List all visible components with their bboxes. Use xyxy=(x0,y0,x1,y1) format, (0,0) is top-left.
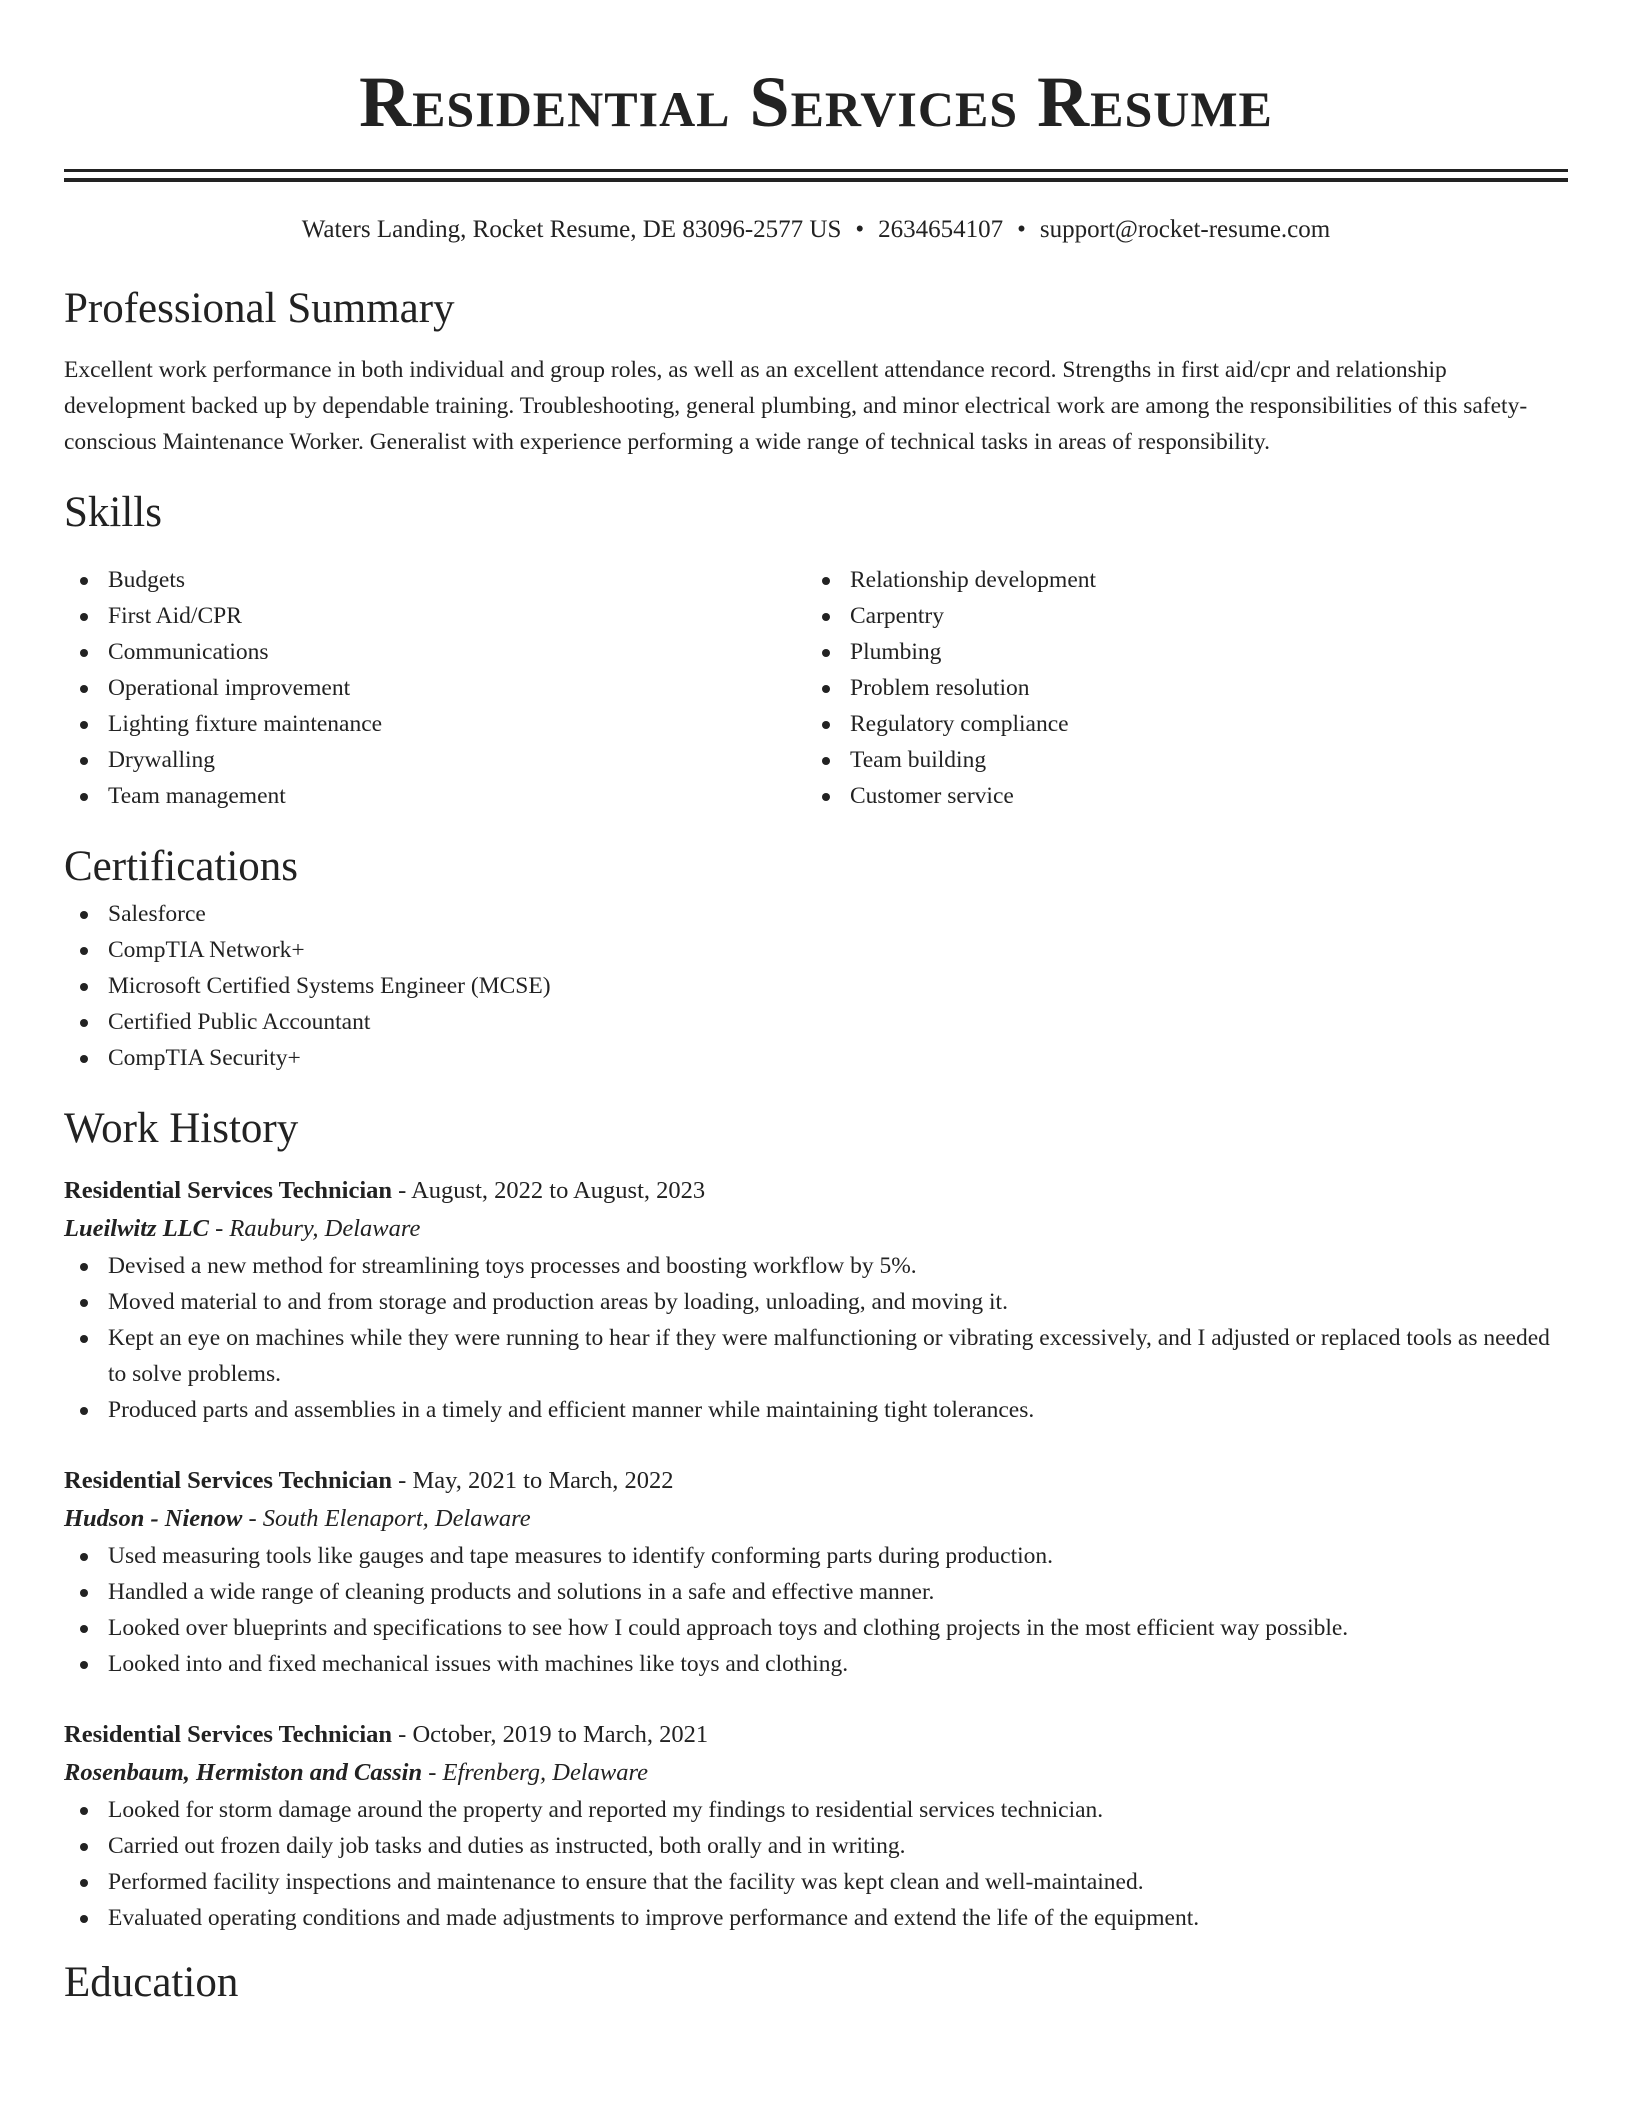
job-duty-item: Kept an eye on machines while they were running to hear if they were malfunctioning or vibrating excessively, and I adjusted or replaced tools as needed to solve problems. xyxy=(64,1320,1568,1392)
contact-email[interactable]: support@rocket-resume.com xyxy=(1039,216,1331,243)
job-duty-item: Looked into and fixed mechanical issues with machines like toys and clothing. xyxy=(64,1646,1568,1682)
job-title-line xyxy=(64,1172,1568,1210)
summary-heading: Professional Summary xyxy=(64,285,455,332)
job-duty-item: Used measuring tools like gauges and tape measures to identify conforming parts during production. xyxy=(64,1538,1568,1574)
title-rule-top xyxy=(64,169,1568,172)
skills-heading: Skills xyxy=(64,489,162,536)
skills-column-left xyxy=(64,562,806,814)
skill-item: Drywalling xyxy=(64,742,806,778)
certifications-list xyxy=(64,896,1568,1076)
work-history-heading: Work History xyxy=(64,1105,299,1152)
certification-item: Microsoft Certified Systems Engineer (MCSE) xyxy=(64,968,1568,1004)
job-role: Residential Services Technician xyxy=(64,1721,393,1748)
skills-list-left xyxy=(64,562,806,814)
contact-separator: • xyxy=(1017,216,1026,243)
contact-phone: 2634654107 xyxy=(878,216,1004,243)
summary-text: Excellent work performance in both individual and group roles, as well as an excellent attendance record. Strengths in first aid/cpr and relationship development backed up by dependable training. Troubleshooting, general plumbing, and minor electrical work are among the responsibilities of this safety-conscious Maintenance Worker. Generalist with experience performing a wide range of technical tasks in areas of responsibility. xyxy=(64,357,1528,455)
job-duty-item: Produced parts and assemblies in a timely and efficient manner while maintaining tight tolerances. xyxy=(64,1392,1568,1428)
skill-item: Budgets xyxy=(64,562,806,598)
job-company: Lueilwitz LLC xyxy=(64,1215,209,1242)
job-dates: - May, 2021 to March, 2022 xyxy=(392,1467,674,1494)
education-heading: Education xyxy=(64,1959,239,2006)
contact-address: Waters Landing, Rocket Resume, DE 83096-2577 US xyxy=(301,216,842,243)
job-dates: - August, 2022 to August, 2023 xyxy=(392,1177,706,1204)
certification-item: CompTIA Network+ xyxy=(64,932,1568,968)
job-duty-item: Devised a new method for streamlining toys processes and boosting workflow by 5%. xyxy=(64,1248,1568,1284)
job-duty-item: Carried out frozen daily job tasks and duties as instructed, both orally and in writing. xyxy=(64,1828,1568,1864)
job-duty-item: Looked over blueprints and specifications to see how I could approach toys and clothing projects in the most efficient way possible. xyxy=(64,1610,1568,1646)
job-duty-item: Looked for storm damage around the property and reported my findings to residential services technician. xyxy=(64,1792,1568,1828)
job-location: - Raubury, Delaware xyxy=(208,1215,421,1242)
contact-line xyxy=(64,212,1568,248)
skill-item: Customer service xyxy=(806,778,1548,814)
title-rule-bottom xyxy=(64,178,1568,182)
job-location: - South Elenaport, Delaware xyxy=(242,1505,531,1532)
skill-item: Regulatory compliance xyxy=(806,706,1548,742)
job-dates: - October, 2019 to March, 2021 xyxy=(392,1721,709,1748)
job-company-line xyxy=(64,1500,1568,1538)
skill-item: Communications xyxy=(64,634,806,670)
job-company-line xyxy=(64,1754,1568,1792)
skill-item: Lighting fixture maintenance xyxy=(64,706,806,742)
job-duty-item: Moved material to and from storage and production areas by loading, unloading, and moving it. xyxy=(64,1284,1568,1320)
certifications-heading: Certifications xyxy=(64,843,299,890)
skills-column-right xyxy=(806,562,1548,814)
skills-list-right xyxy=(806,562,1548,814)
job-location: - Efrenberg, Delaware xyxy=(422,1759,648,1786)
skill-item: Relationship development xyxy=(806,562,1548,598)
job-duty-item: Evaluated operating conditions and made adjustments to improve performance and extend the life of the equipment. xyxy=(64,1900,1568,1936)
job-title-line xyxy=(64,1716,1568,1754)
job-company: Hudson - Nienow xyxy=(64,1505,243,1532)
job-duties-list xyxy=(64,1792,1568,1936)
job-entry xyxy=(64,1716,1568,1936)
job-company-line xyxy=(64,1210,1568,1248)
job-entry xyxy=(64,1172,1568,1428)
skills-grid xyxy=(64,562,1568,814)
skill-item: First Aid/CPR xyxy=(64,598,806,634)
resume-title: Residential Services Resume xyxy=(359,62,1273,142)
skill-item: Problem resolution xyxy=(806,670,1548,706)
job-role: Residential Services Technician xyxy=(64,1177,393,1204)
certification-item: Salesforce xyxy=(64,896,1568,932)
job-title-line xyxy=(64,1462,1568,1500)
job-company: Rosenbaum, Hermiston and Cassin xyxy=(64,1759,423,1786)
skill-item: Plumbing xyxy=(806,634,1548,670)
job-duties-list xyxy=(64,1248,1568,1428)
job-duties-list xyxy=(64,1538,1568,1682)
job-role: Residential Services Technician xyxy=(64,1467,393,1494)
skill-item: Carpentry xyxy=(806,598,1548,634)
job-entry xyxy=(64,1462,1568,1682)
certification-item: CompTIA Security+ xyxy=(64,1040,1568,1076)
skill-item: Operational improvement xyxy=(64,670,806,706)
job-duty-item: Handled a wide range of cleaning products and solutions in a safe and effective manner. xyxy=(64,1574,1568,1610)
contact-separator: • xyxy=(855,216,865,243)
skill-item: Team building xyxy=(806,742,1548,778)
skill-item: Team management xyxy=(64,778,806,814)
certification-item: Certified Public Accountant xyxy=(64,1004,1568,1040)
job-duty-item: Performed facility inspections and maintenance to ensure that the facility was kept clean and well-maintained. xyxy=(64,1864,1568,1900)
